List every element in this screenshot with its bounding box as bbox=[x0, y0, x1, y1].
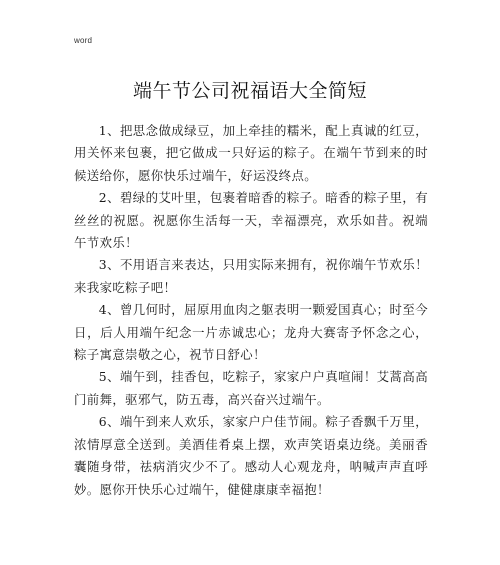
paragraph-6: 6、端午到来人欢乐，家家户户佳节闹。粽子香飘千万里，浓情厚意全送到。美酒佳肴桌上摆，欢声笑语桌边绕。美丽香囊随身带，祛病消灾少不了。感动人心观龙舟，呐喊声声直呼妙。愿你开快乐心过端午，健健康康幸福抱！ bbox=[74, 414, 428, 497]
document-body bbox=[74, 120, 428, 501]
header-label: word bbox=[74, 36, 93, 45]
paragraph-3: 3、不用语言来表达，只用实际来拥有，祝你端午节欢乐！来我家吃粽子吧！ bbox=[74, 257, 428, 295]
paragraph-2: 2、碧绿的艾叶里，包裹着暗香的粽子。暗香的粽子里，有丝丝的祝愿。祝愿你生活每一天，幸福漂亮，欢乐如昔。祝端午节欢乐！ bbox=[74, 190, 428, 251]
paragraph-1: 1、把思念做成绿豆，加上牵挂的糯米，配上真诚的红豆，用关怀来包裹，把它做成一只好运的粽子。在端午节到来的时候送给你，愿你快乐过端午，好运没终点。 bbox=[74, 123, 428, 183]
paragraph-5: 5、端午到，挂香包，吃粽子，家家户户真喧闹！艾蒿高高门前舞，驱邪气，防五毒，高兴奋兴过端午。 bbox=[74, 369, 428, 407]
paragraph-4: 4、曾几何时，屈原用血肉之躯表明一颗爱国真心；时至今日，后人用端午纪念一片赤诚忠心；龙舟大赛寄予怀念之心，粽子寓意崇敬之心，祝节日舒心！ bbox=[74, 302, 428, 363]
document-title: 端午节公司祝福语大全简短 bbox=[132, 80, 367, 102]
